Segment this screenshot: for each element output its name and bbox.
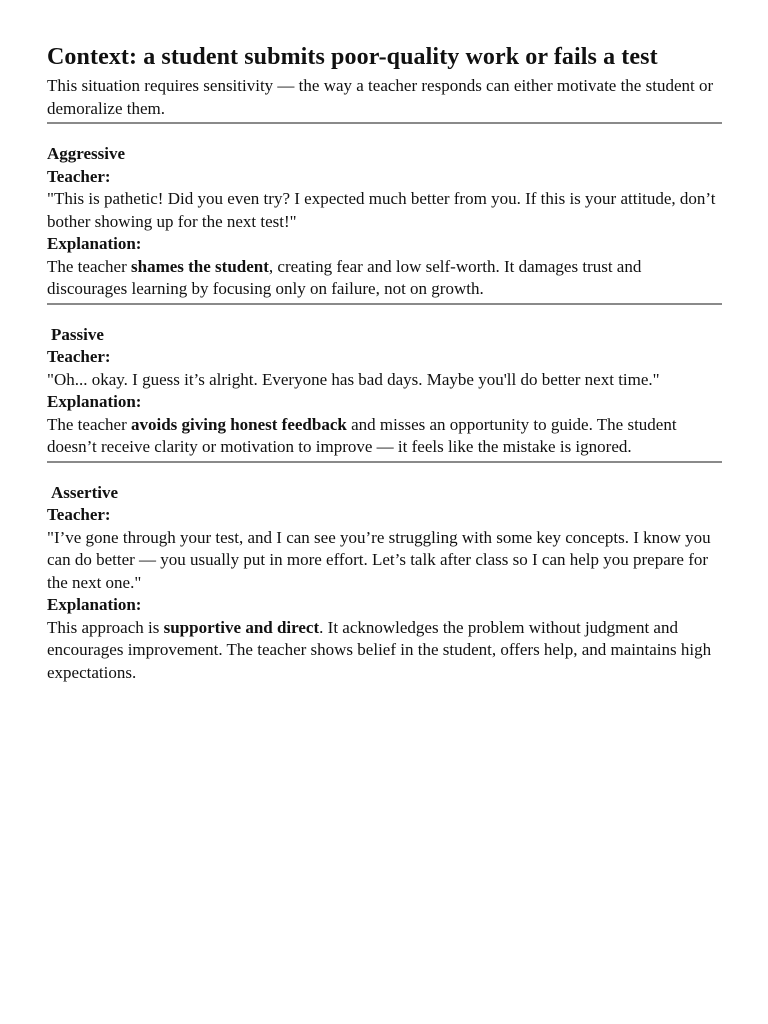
teacher-label: Teacher:	[47, 166, 111, 186]
page-title: Context: a student submits poor-quality work or fails a test	[47, 44, 658, 70]
explanation-text	[47, 414, 723, 459]
explanation-text-end: , creating fear and low self-worth. It damages trust and discourages learning by focusing only on failure, not on growth.	[47, 256, 642, 298]
document-page	[47, 41, 723, 684]
teacher-quote: "I’ve gone through your test, and I can see you’re struggling with some key concepts. I know you can do better — you usually put in more effort. Let’s talk after class so I can help you prepare for the next one."	[47, 527, 711, 592]
section-heading: Assertive	[51, 482, 119, 502]
divider	[47, 122, 722, 124]
teacher-label: Teacher:	[47, 347, 111, 366]
explanation-text-start: The teacher	[47, 414, 131, 434]
explanation-label: Explanation:	[47, 595, 142, 614]
explanation-label: Explanation:	[47, 392, 142, 411]
explanation-emphasis: supportive and direct	[163, 617, 320, 637]
explanation-emphasis: shames the student	[131, 256, 269, 276]
section-passive	[47, 324, 723, 459]
section-aggressive	[47, 143, 723, 301]
intro-paragraph: This situation requires sensitivity — the way a teacher responds can either motivate the student or demoralize them.	[47, 76, 714, 118]
explanation-emphasis: avoids giving honest feedback	[131, 414, 347, 434]
explanation-text	[47, 256, 723, 301]
section-heading: Passive	[51, 324, 104, 344]
teacher-quote: "This is pathetic! Did you even try? I expected much better from you. If this is your attitude, don’t bother showing up for the next test!"	[47, 189, 716, 231]
divider	[47, 461, 722, 463]
teacher-quote: "Oh... okay. I guess it’s alright. Everyone has bad days. Maybe you'll do better next time."	[47, 369, 660, 389]
explanation-label: Explanation:	[47, 234, 142, 253]
explanation-text-end: . It acknowledges the problem without judgment and encourages improvement. The teacher shows belief in the student, offers help, and maintains high expectations.	[47, 617, 712, 682]
explanation-text	[47, 617, 723, 685]
explanation-text-start: This approach is	[47, 617, 164, 637]
teacher-label: Teacher:	[47, 505, 111, 524]
explanation-text-start: The teacher	[47, 256, 131, 276]
divider	[47, 303, 722, 305]
section-assertive	[47, 482, 723, 685]
section-heading: Aggressive	[47, 144, 126, 163]
explanation-text-end: and misses an opportunity to guide. The student doesn’t receive clarity or motivation to improve — it feels like the mistake is ignored.	[47, 414, 677, 456]
